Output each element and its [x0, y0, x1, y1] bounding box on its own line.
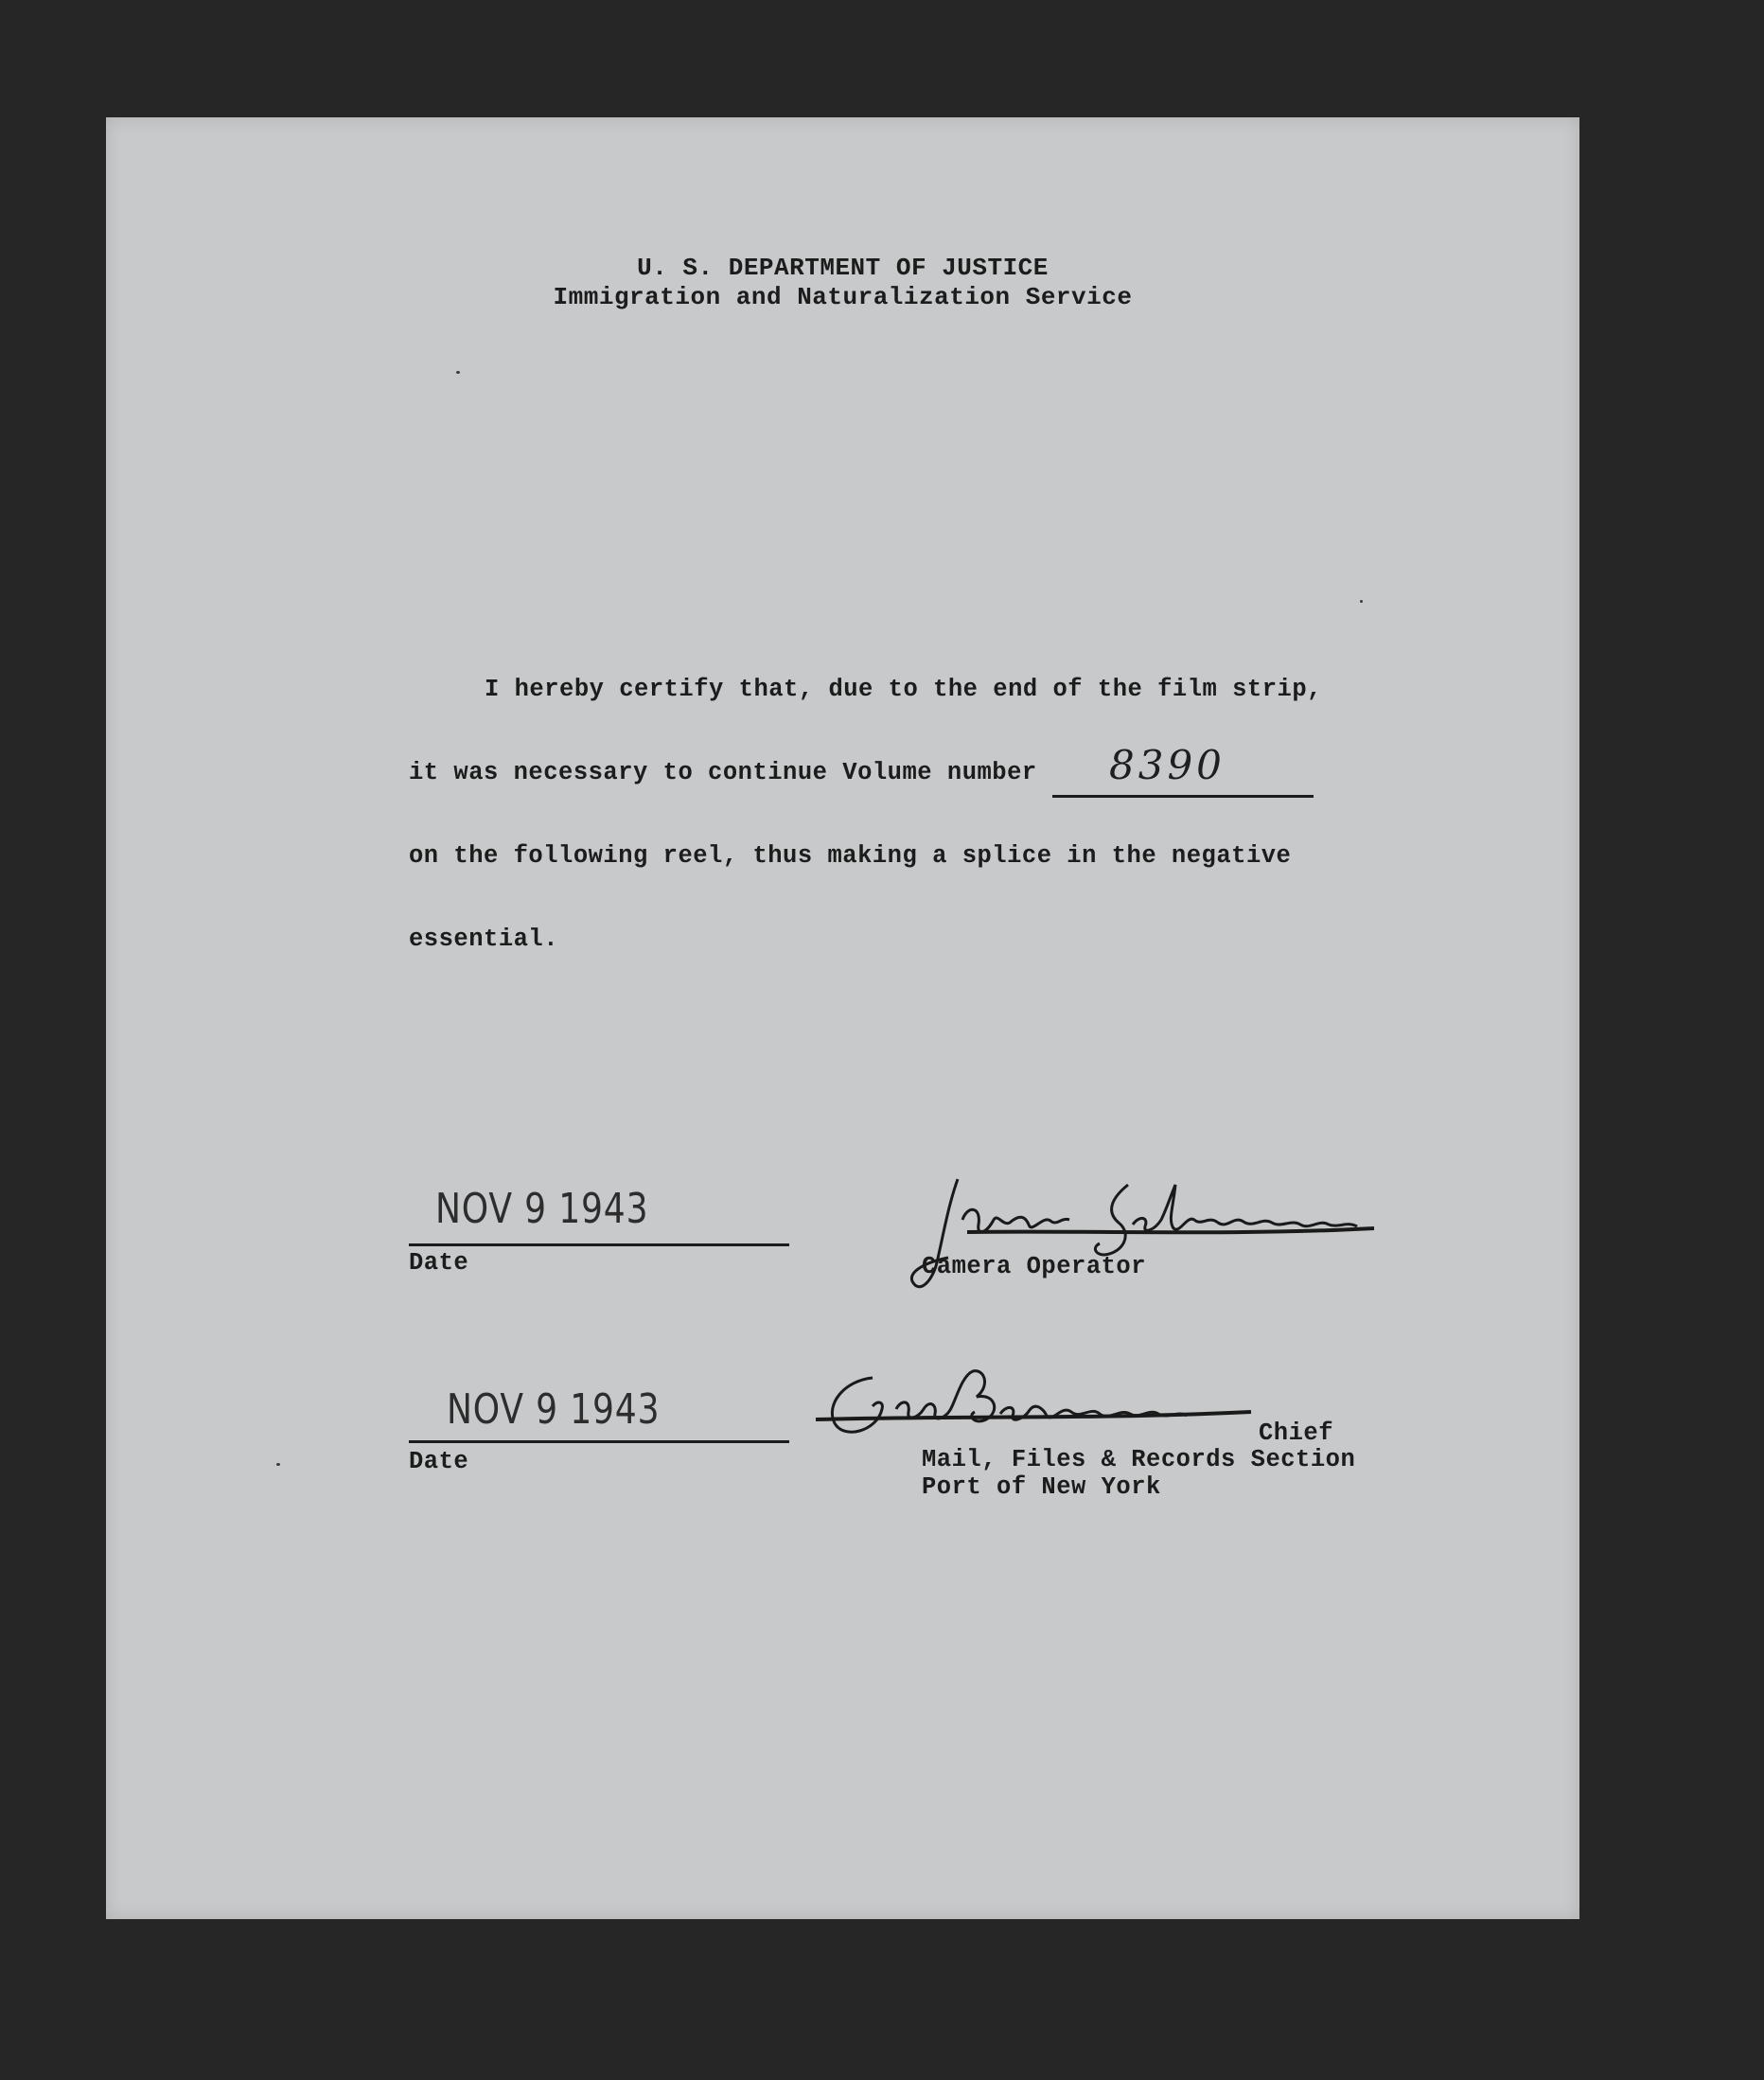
date-rule-1: [409, 1243, 789, 1246]
camera-operator-label: Camera Operator: [922, 1253, 1147, 1280]
certification-line-3: on the following reel, thus making a splice in the negative: [409, 842, 1292, 870]
certification-line-4: essential.: [409, 925, 559, 953]
date-label-2: Date: [409, 1448, 469, 1475]
agency-title: U. S. DEPARTMENT OF JUSTICE: [637, 254, 1049, 282]
agency-subtitle: Immigration and Naturalization Service: [553, 283, 1133, 311]
section-label: Mail, Files & Records Section: [922, 1446, 1356, 1473]
date-stamp-1: NOV 9 1943: [435, 1185, 649, 1233]
scan-speck: [1360, 600, 1363, 603]
date-label-1: Date: [409, 1249, 469, 1277]
section-chief-signature: [806, 1357, 1298, 1452]
port-label: Port of New York: [922, 1473, 1161, 1501]
scan-speck: [276, 1463, 280, 1466]
volume-number: 8390: [1109, 742, 1226, 788]
date-rule-2: [409, 1440, 789, 1443]
certification-line-1: I hereby certify that, due to the end of the film strip,: [485, 676, 1322, 703]
certification-line-2: it was necessary to continue Volume number: [409, 759, 1037, 786]
scan-speck: [456, 371, 460, 374]
volume-number-rule: [1052, 795, 1314, 798]
document-page: [106, 117, 1579, 1919]
chief-label: Chief: [1259, 1419, 1334, 1447]
date-stamp-2: NOV 9 1943: [447, 1385, 661, 1434]
camera-operator-signature: [891, 1168, 1459, 1300]
